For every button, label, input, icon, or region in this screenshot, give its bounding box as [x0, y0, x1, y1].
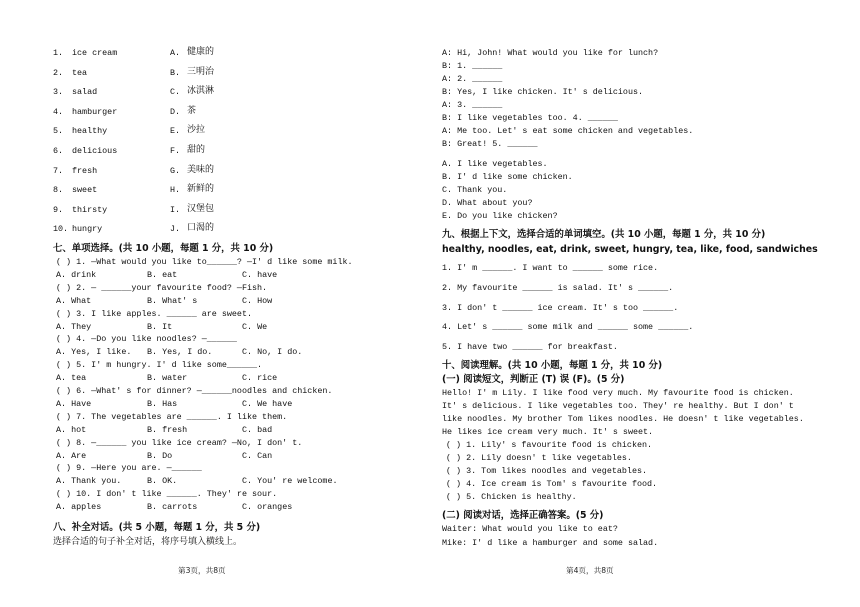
match-number: 2.	[53, 67, 64, 78]
match-word: sweet	[72, 185, 98, 196]
mc-option-b: B. water	[147, 373, 188, 384]
match-word: tea	[72, 67, 88, 78]
match-meaning: 沙拉	[187, 125, 206, 136]
match-word: salad	[72, 87, 98, 98]
match-word: fresh	[72, 165, 98, 176]
word-bank: healthy, noodles, eat, drink, sweet, hungry, tea, like, food, sandwiches	[442, 244, 818, 255]
match-number: 7.	[53, 165, 64, 176]
fill-sentence: 3. I don' t ______ ice cream. It' s too ______.	[442, 302, 679, 313]
dialog-line: A: 2. ______	[442, 74, 503, 84]
match-letter: B.	[170, 67, 181, 78]
mc-option-c: C. You' re welcome.	[242, 476, 338, 487]
dialog-line: B: Yes, I like chicken. It' s delicious.	[442, 87, 644, 97]
section-title: 九、根据上下文，选择合适的单词填空。(共 10 小题，每题 1 分，共 10 分)	[442, 229, 766, 240]
dialog-option: C. Thank you.	[442, 185, 508, 195]
mc-option-c: C. rice	[242, 373, 278, 384]
mc-question: ( ) 1. —What would you like to______? —I' d like some milk.	[56, 257, 353, 267]
match-meaning: 新鲜的	[187, 184, 215, 195]
tf-question: ( ) 4. Ice cream is Tom' s favourite food.	[446, 479, 658, 489]
section-title: 七、单项选择。(共 10 小题，每题 1 分，共 10 分)	[53, 243, 274, 254]
match-word: hungry	[72, 224, 103, 235]
mc-question: ( ) 7. The vegetables are ______. I like them.	[56, 411, 288, 422]
match-meaning: 口渴的	[187, 223, 215, 234]
mc-question: ( ) 3. I like apples. ______ are sweet.	[56, 308, 253, 319]
match-word: delicious	[72, 146, 118, 156]
match-word: healthy	[72, 126, 108, 137]
mc-option-a: A. Are	[56, 450, 87, 461]
mc-option-c: C. We have	[242, 398, 293, 409]
match-number: 3.	[53, 87, 64, 98]
fill-sentence: 4. Let' s ______ some milk and ______ some ______.	[442, 322, 694, 333]
match-letter: J.	[170, 224, 181, 235]
section-title: 八、补全对话。(共 5 小题，每题 1 分，共 5 分)	[53, 522, 261, 533]
match-number: 8.	[53, 185, 64, 196]
mc-option-c: C. Can	[242, 450, 273, 461]
tf-question: ( ) 1. Lily' s favourite food is chicken.	[446, 440, 653, 450]
dialog-line: A: Hi, John! What would you like for lunch?	[442, 48, 659, 58]
mc-question: ( ) 9. —Here you are. —______	[56, 463, 202, 474]
mc-option-c: C. bad	[242, 424, 273, 435]
passage-line: Hello! I' m Lily. I like food very much. My favourite food is chicken.	[442, 388, 794, 398]
mc-option-b: B. It	[147, 321, 173, 332]
dialog-option: A. I like vegetables.	[442, 159, 548, 169]
match-meaning: 茶	[187, 105, 197, 116]
mc-option-a: A. Have	[56, 398, 92, 409]
mc-option-c: C. We	[242, 321, 268, 332]
dialog-line: B: 1. ______	[442, 61, 503, 71]
match-meaning: 甜的	[187, 145, 206, 155]
fill-sentence: 1. I' m ______. I want to ______ some rice.	[442, 263, 659, 273]
mc-option-a: A. drink	[56, 269, 97, 280]
mc-option-a: A. tea	[56, 373, 87, 384]
mc-option-b: B. What' s	[147, 295, 198, 306]
match-word: hamburger	[72, 106, 118, 117]
tf-question: ( ) 2. Lily doesn' t like vegetables.	[446, 453, 632, 463]
mc-option-a: A. Yes, I like.	[56, 347, 132, 358]
match-meaning: 美味的	[187, 164, 215, 175]
dialog-option: B. I' d like some chicken.	[442, 172, 573, 182]
page-footer: 第3页，共8页	[178, 566, 226, 575]
dialog-line: A: 3. ______	[442, 100, 503, 110]
match-letter: G.	[170, 165, 181, 176]
match-letter: H.	[170, 185, 181, 196]
match-letter: F.	[170, 146, 181, 156]
section-instruction: 选择合适的句子补全对话，将序号填入横线上。	[53, 537, 243, 547]
mc-option-b: B. fresh	[147, 424, 188, 435]
dialog-option: D. What about you?	[442, 198, 533, 208]
section-title: 十、阅读理解。(共 10 小题，每题 1 分，共 10 分)	[442, 360, 663, 371]
match-number: 6.	[53, 146, 64, 156]
match-letter: A.	[170, 48, 181, 58]
mc-option-b: B. Has	[147, 398, 178, 409]
passage-line: like noodles. My brother Tom likes noodles. He doesn' t like vegetables.	[442, 414, 804, 424]
mc-question: ( ) 5. I' m hungry. I' d like some______.	[56, 360, 263, 371]
match-number: 9.	[53, 204, 64, 215]
dialog-line: B: Great! 5. ______	[442, 139, 538, 149]
mc-option-a: A. What	[56, 295, 92, 306]
dialog-line: Waiter: What would you like to eat?	[442, 524, 618, 534]
mc-option-b: B. carrots	[147, 502, 198, 513]
mc-option-c: C. No, I do.	[242, 347, 303, 358]
match-number: 1.	[53, 48, 64, 58]
right-page	[430, 0, 860, 607]
fill-sentence: 2. My favourite ______ is salad. It' s ______.	[442, 282, 674, 293]
mc-option-a: A. hot	[56, 424, 87, 435]
mc-option-a: A. They	[56, 321, 92, 332]
match-meaning: 汉堡包	[187, 203, 215, 214]
fill-sentence: 5. I have two ______ for breakfast.	[442, 342, 618, 353]
mc-option-b: B. eat	[147, 269, 178, 280]
dialog-line: Mike: I' d like a hamburger and some salad.	[442, 538, 659, 548]
dialog-line: B: I like vegetables too. 4. ______	[442, 113, 618, 123]
mc-question: ( ) 2. — ______your favourite food? —Fish.	[56, 282, 268, 293]
match-word: ice cream	[72, 48, 118, 58]
dialog-line: A: Me too. Let' s eat some chicken and vegetables.	[442, 126, 694, 136]
page-footer: 第4页，共8页	[566, 566, 614, 575]
mc-question: ( ) 10. I don' t like ______. They' re sour.	[56, 489, 278, 500]
mc-option-c: C. oranges	[242, 502, 293, 513]
tf-question: ( ) 3. Tom likes noodles and vegetables.	[446, 466, 648, 476]
match-letter: I.	[170, 204, 181, 215]
match-meaning: 冰淇淋	[187, 86, 215, 97]
tf-question: ( ) 5. Chicken is healthy.	[446, 492, 577, 502]
mc-option-b: B. Do	[147, 450, 173, 461]
mc-option-b: B. OK.	[147, 476, 178, 487]
part-title: (二) 阅读对话，选择正确答案。(5 分)	[442, 510, 604, 521]
match-number: 4.	[53, 106, 64, 117]
match-letter: D.	[170, 106, 181, 117]
match-meaning: 健康的	[187, 47, 215, 57]
mc-option-a: A. apples	[56, 502, 102, 513]
mc-question: ( ) 4. —Do you like noodles? —______	[56, 334, 237, 345]
dialog-option: E. Do you like chicken?	[442, 211, 558, 221]
passage-line: He likes ice cream very much. It' s sweet.	[442, 427, 654, 437]
mc-question: ( ) 6. —What' s for dinner? —______noodles and chicken.	[56, 386, 333, 396]
part-title: (一) 阅读短文，判断正 (T) 误 (F)。(5 分)	[442, 374, 625, 385]
mc-option-b: B. Yes, I do.	[147, 347, 213, 358]
mc-option-c: C. How	[242, 295, 273, 306]
match-word: thirsty	[72, 204, 108, 215]
mc-option-a: A. Thank you.	[56, 476, 122, 487]
mc-option-c: C. have	[242, 269, 278, 280]
match-number: 10.	[53, 224, 69, 235]
match-letter: C.	[170, 87, 181, 98]
match-number: 5.	[53, 126, 64, 137]
passage-line: It' s delicious. I like vegetables too. They' re healthy. But I don' t	[442, 401, 794, 411]
mc-question: ( ) 8. —______ you like ice cream? —No, I don' t.	[56, 437, 303, 448]
match-letter: E.	[170, 126, 181, 137]
match-meaning: 三明治	[187, 66, 215, 77]
